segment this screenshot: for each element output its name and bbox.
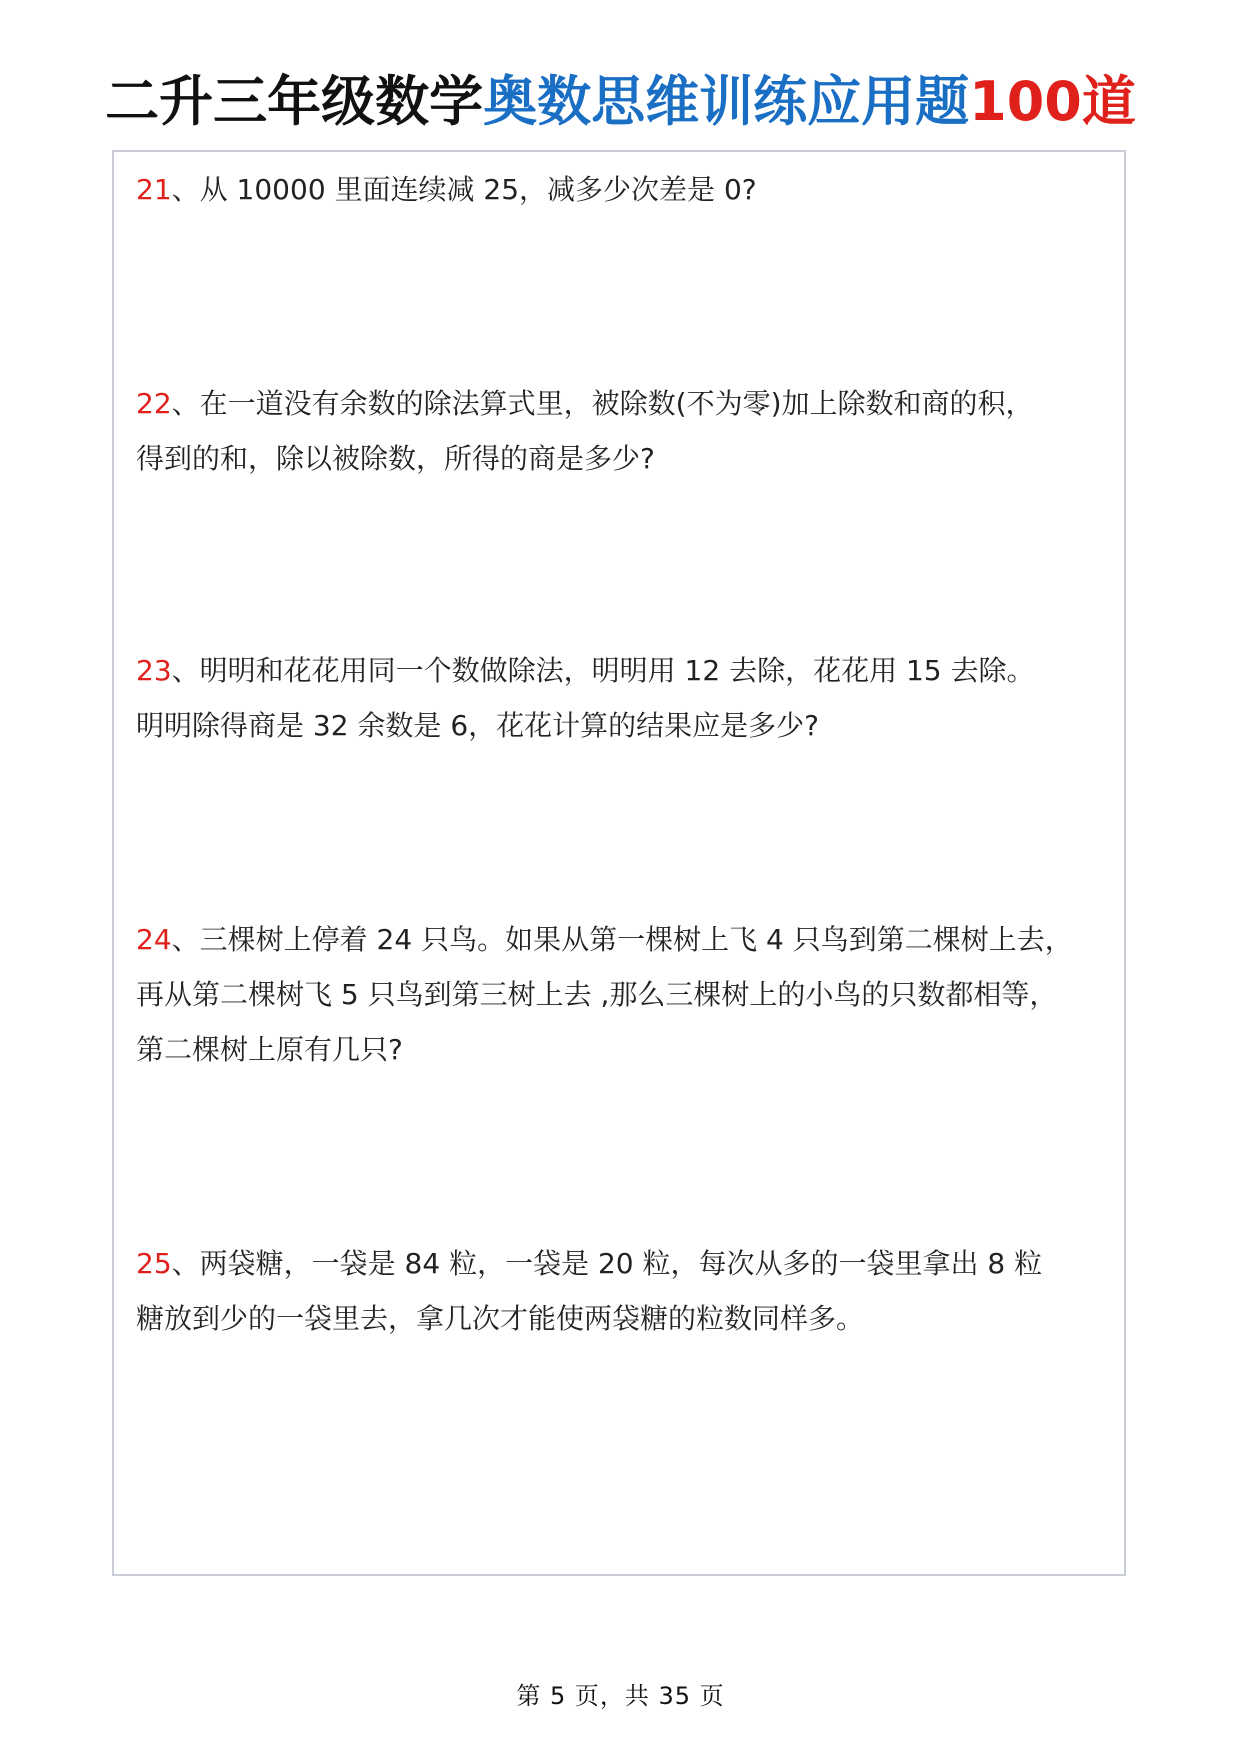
question-number: 22: [136, 387, 172, 420]
question-22: [136, 376, 1146, 486]
question-text: 从 10000 里面连续减 25，减多少次差是 0?: [199, 173, 757, 206]
question-number: 25: [136, 1247, 172, 1280]
question-separator: 、: [171, 1247, 200, 1280]
question-21: [136, 162, 1146, 217]
question-separator: 、: [171, 173, 200, 206]
title-count: 100道: [969, 70, 1136, 133]
question-number: 23: [136, 654, 172, 687]
question-24: [136, 912, 1146, 1077]
question-number: 24: [136, 923, 172, 956]
question-23: [136, 643, 1146, 753]
question-line: [136, 1236, 1146, 1291]
question-line: 得到的和，除以被除数，所得的商是多少?: [136, 442, 655, 475]
question-text: 两袋糖，一袋是 84 粒，一袋是 20 粒，每次从多的一袋里拿出 8 粒: [199, 1247, 1043, 1280]
question-line: 第二棵树上原有几只?: [136, 1033, 403, 1066]
title-subject: 奥数思维训练应用题: [483, 70, 970, 133]
question-text: 在一道没有余数的除法算式里，被除数(不为零)加上除数和商的积，: [199, 387, 1034, 420]
question-line: 明明除得商是 32 余数是 6，花花计算的结果应是多少?: [136, 709, 820, 742]
question-separator: 、: [171, 654, 200, 687]
question-25: [136, 1236, 1146, 1346]
question-separator: 、: [171, 923, 200, 956]
question-line: [136, 643, 1146, 698]
question-line: 糖放到少的一袋里去，拿几次才能使两袋糖的粒数同样多。: [136, 1302, 865, 1335]
question-line: [136, 912, 1146, 967]
page-footer: 第 5 页，共 35 页: [516, 1682, 725, 1710]
question-number: 21: [136, 173, 172, 206]
title-grade: 二升三年级数学: [105, 70, 484, 133]
question-separator: 、: [171, 387, 200, 420]
content-frame: [112, 150, 1126, 1576]
question-line: [136, 162, 1146, 217]
question-text: 明明和花花用同一个数做除法，明明用 12 去除，花花用 15 去除。: [199, 654, 1035, 687]
question-line: 再从第二棵树飞 5 只鸟到第三树上去 ,那么三棵树上的小鸟的只数都相等，: [136, 978, 1058, 1011]
page-title: [0, 62, 1241, 142]
question-text: 三棵树上停着 24 只鸟。如果从第一棵树上飞 4 只鸟到第二棵树上去，: [199, 923, 1073, 956]
question-line: [136, 376, 1146, 431]
